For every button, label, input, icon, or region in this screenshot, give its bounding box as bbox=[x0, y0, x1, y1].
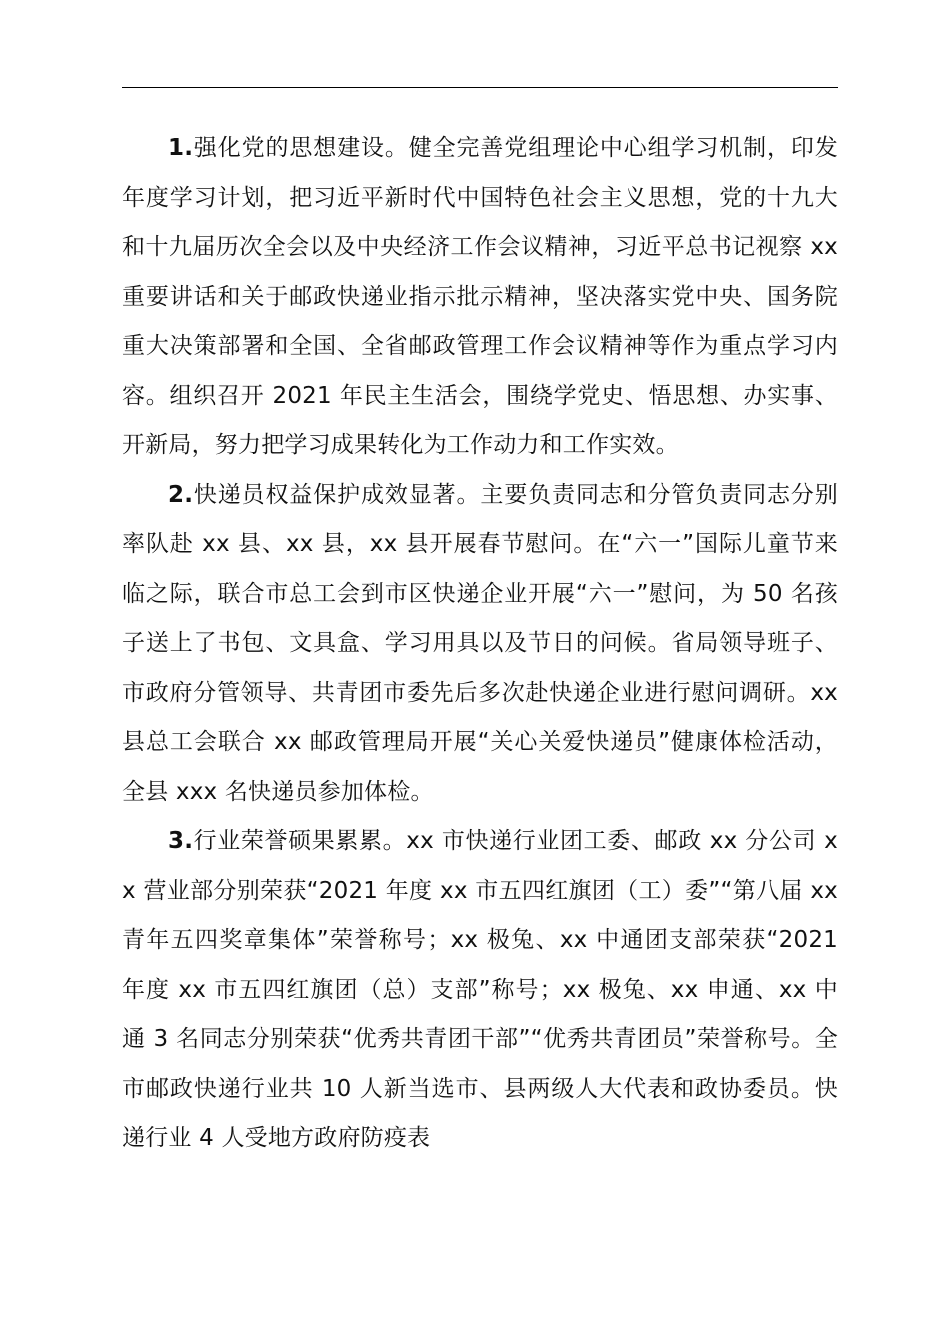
paragraph-number: 1. bbox=[168, 135, 194, 161]
paragraph-text: 快递员权益保护成效显著。主要负责同志和分管负责同志分别率队赴 xx 县、xx 县，xx 县开展春节慰问。在“六一”国际儿童节来临之际，联合市总工会到市区快递企业开展“六一”慰问，为 50 名孩子送上了书包、文具盒、学习用具以及节日的问候。省局领导班子、市政府分管领导、共青团市委先后多次赴快递企业进行慰问调研。xx 县总工会联合 xx 邮政管理局开展“关心关爱快递员”健康体检活动，全县 xxx 名快递员参加体检。 bbox=[122, 481, 838, 805]
header-rule bbox=[122, 87, 838, 88]
paragraph-3 bbox=[122, 817, 838, 1164]
paragraph-text: 行业荣誉硕果累累。xx 市快递行业团工委、邮政 xx 分公司 xx 营业部分别荣获“2021 年度 xx 市五四红旗团（工）委”“第八届 xx 青年五四奖章集体”荣誉称号；xx 极兔、xx 中通团支部荣获“2021 年度 xx 市五四红旗团（总）支部”称号；xx 极兔、xx 申通、xx 中通 3 名同志分别荣获“优秀共青团干部”“优秀共青团员”荣誉称号。全市邮政快递行业共 10 人新当选市、县两级人大代表和政协委员。快递行业 4 人受地方政府防疫表 bbox=[122, 828, 838, 1151]
paragraph-text: 强化党的思想建设。健全完善党组理论中心组学习机制，印发年度学习计划，把习近平新时代中国特色社会主义思想，党的十九大和十九届历次全会以及中央经济工作会议精神，习近平总书记视察 xx 重要讲话和关于邮政快递业指示批示精神，坚决落实党中央、国务院重大决策部署和全国、全省邮政管理工作会议精神等作为重点学习内容。组织召开 2021 年民主生活会，围绕学党史、悟思想、办实事、开新局，努力把学习成果转化为工作动力和工作实效。 bbox=[122, 135, 838, 458]
paragraph-1 bbox=[122, 124, 838, 471]
paragraph-number: 3. bbox=[168, 828, 194, 854]
paragraph-2 bbox=[122, 471, 838, 818]
document-body bbox=[122, 124, 838, 1164]
paragraph-number: 2. bbox=[168, 481, 194, 508]
